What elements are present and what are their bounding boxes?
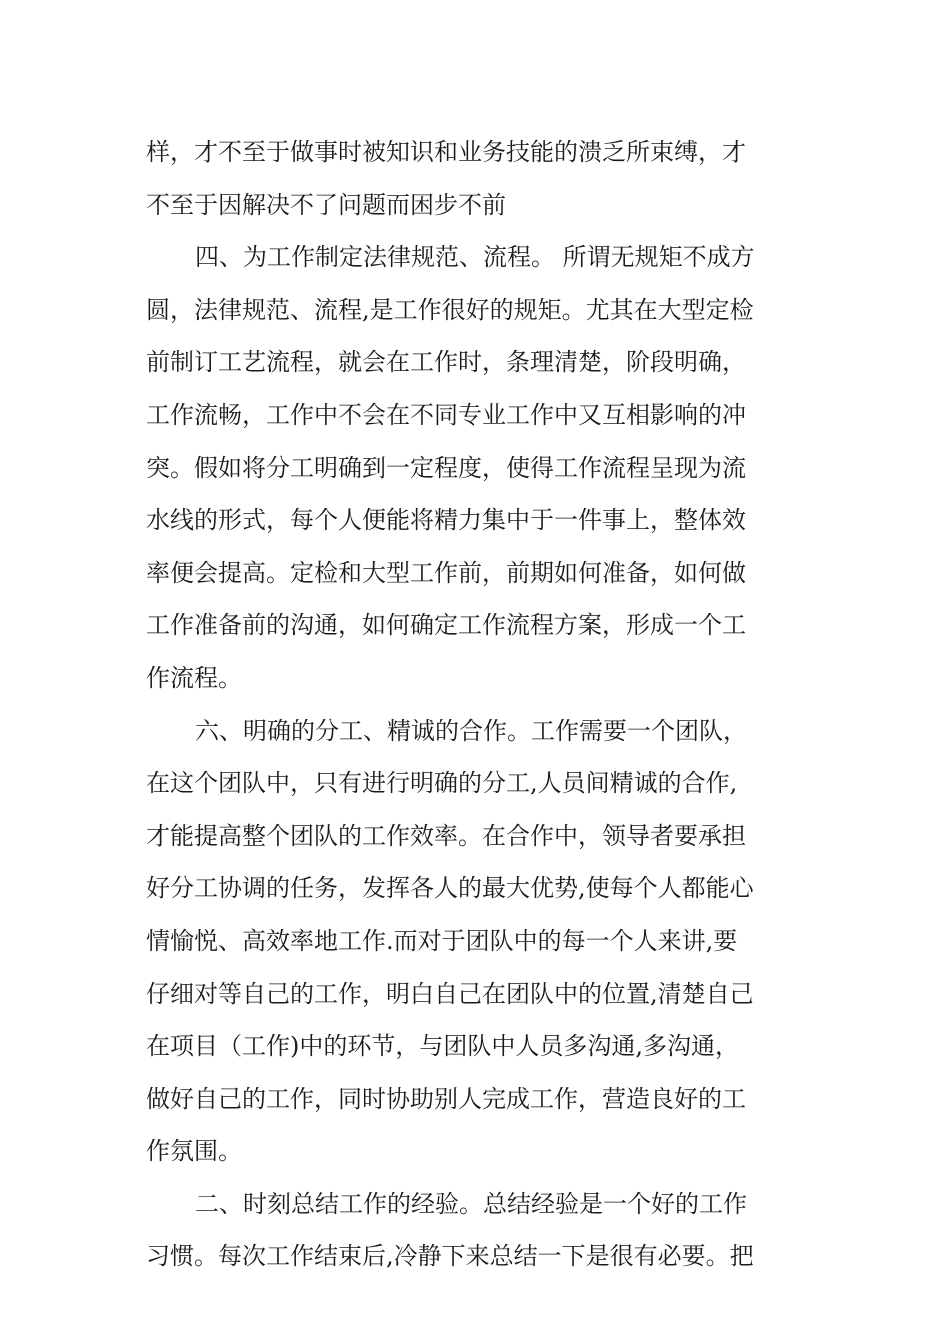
paragraph-first-line: 六、明确的分工、精诚的合作。工作需要一个团队， [195, 716, 747, 745]
text-line: 不至于因解决不了问题而困步不前 [146, 190, 506, 219]
paragraph-first-line: 二、时刻总结工作的经验。总结经验是一个好的工作 [195, 1189, 747, 1218]
text-line: 突。假如将分工明确到一定程度，使得工作流程呈现为流 [146, 453, 746, 482]
text-line: 率便会提高。定检和大型工作前，前期如何准备，如何做 [146, 558, 746, 587]
text-line: 习惯。每次工作结束后,冷静下来总结一下是很有必要。把 [146, 1242, 754, 1271]
text-line: 仔细对等自己的工作，明白自己在团队中的位置,清楚自己 [146, 979, 754, 1008]
text-line: 工作流畅，工作中不会在不同专业工作中又互相影响的冲 [146, 400, 746, 429]
text-line: 好分工协调的任务，发挥各人的最大优势,使每个人都能心 [146, 874, 754, 903]
text-line: 前制订工艺流程，就会在工作时，条理清楚，阶段明确， [146, 348, 746, 377]
text-line: 圆，法律规范、流程,是工作很好的规矩。尤其在大型定检 [146, 295, 754, 324]
document-body [146, 126, 806, 1283]
paragraph-first-line: 四、为工作制定法律规范、流程。 所谓无规矩不成方 [195, 243, 755, 272]
text-line: 作流程。 [146, 663, 242, 692]
text-line: 样，才不至于做事时被知识和业务技能的溃乏所束缚，才 [146, 138, 746, 166]
text-line: 情愉悦、高效率地工作.而对于团队中的每一个人来讲,要 [146, 926, 738, 955]
text-line: 在这个团队中，只有进行明确的分工,人员间精诚的合作, [146, 769, 738, 798]
text-line: 工作准备前的沟通，如何确定工作流程方案，形成一个工 [146, 611, 746, 640]
text-line: 才能提高整个团队的工作效率。在合作中，领导者要承担 [146, 821, 746, 850]
text-line: 水线的形式，每个人便能将精力集中于一件事上，整体效 [146, 506, 746, 535]
text-line: 作氛围。 [146, 1137, 242, 1166]
text-line: 做好自己的工作，同时协助别人完成工作，营造良好的工 [146, 1084, 746, 1113]
text-line: 在项目（工作)中的环节，与团队中人员多沟通,多沟通， [146, 1032, 739, 1061]
